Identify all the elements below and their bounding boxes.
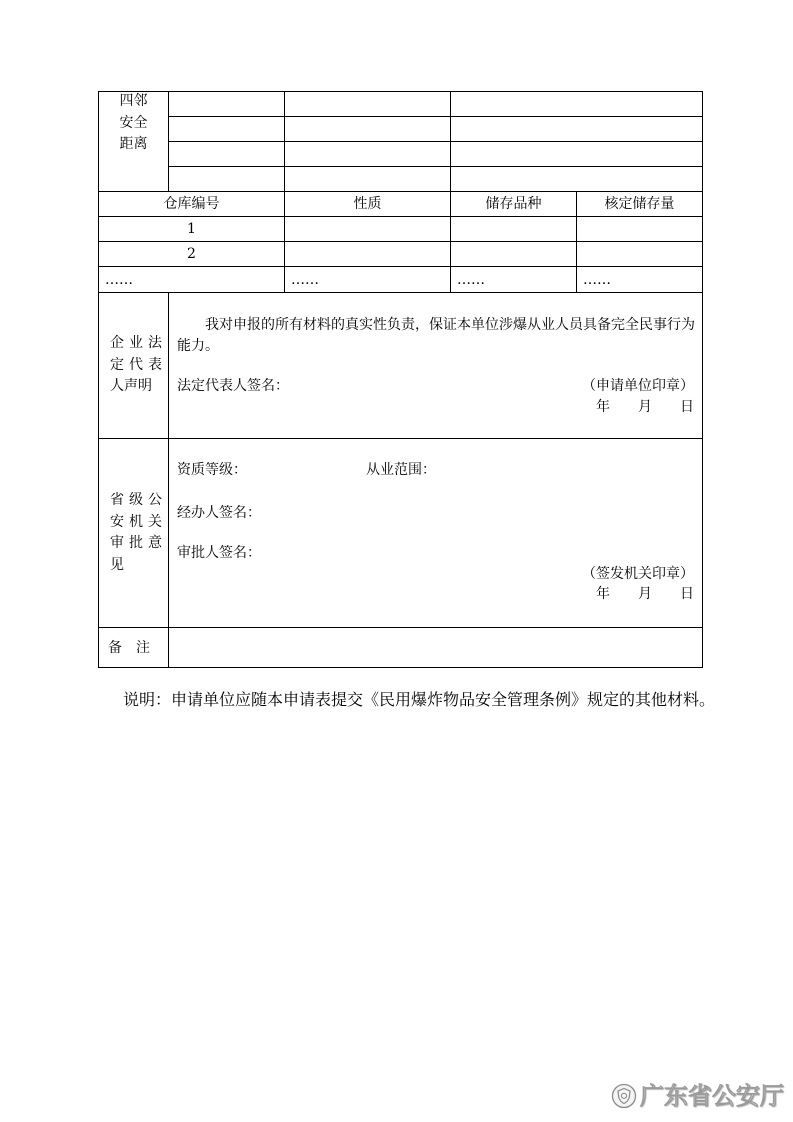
legal-representative-signature-label: 法定代表人签名： bbox=[177, 378, 289, 394]
watermark-text: 广东省公安厅 bbox=[640, 1082, 784, 1110]
neighbor-blank-cell bbox=[169, 92, 284, 116]
neighbor-blank-cell bbox=[451, 167, 702, 191]
neighbor-blank-cell bbox=[169, 142, 284, 166]
explanation-note: 说明：申请单位应随本申请表提交《民用爆炸物品安全管理条例》规定的其他材料。 bbox=[123, 690, 716, 709]
neighbor-blank-cell bbox=[285, 117, 450, 141]
nature-header: 性质 bbox=[285, 192, 450, 216]
label-line: 四邻 bbox=[119, 93, 148, 109]
approved-capacity-header: 核定储存量 bbox=[577, 192, 702, 216]
police-badge-icon bbox=[611, 1083, 637, 1109]
handler-signature-label: 经办人签名： bbox=[177, 504, 261, 521]
neighbor-blank-cell bbox=[451, 92, 702, 116]
neighbor-blank-cell bbox=[169, 117, 284, 141]
declaration-content bbox=[169, 293, 702, 438]
neighbor-blank-cell bbox=[285, 142, 450, 166]
nature-cell: …… bbox=[285, 267, 450, 292]
declaration-date-label: 年 月 日 bbox=[596, 398, 694, 415]
neighbor-blank-cell bbox=[285, 167, 450, 191]
storage-variety-header: 储存品种 bbox=[451, 192, 576, 216]
label-line: 见 bbox=[110, 556, 124, 573]
declaration-label bbox=[99, 293, 168, 438]
qualification-scope-row bbox=[177, 460, 701, 481]
approval-date-label: 年 月 日 bbox=[596, 586, 694, 602]
approved-capacity-cell: …… bbox=[577, 267, 702, 292]
remarks-content bbox=[169, 628, 702, 667]
watermark bbox=[611, 1081, 784, 1111]
storage-variety-cell bbox=[451, 242, 576, 266]
label-stack bbox=[110, 333, 162, 398]
approval-label bbox=[99, 439, 168, 627]
label-stack bbox=[110, 490, 162, 576]
storage-variety-cell: …… bbox=[451, 267, 576, 292]
remarks-label: 备 注 bbox=[99, 628, 168, 667]
neighbor-blank-cell bbox=[169, 167, 284, 191]
neighbor-blank-cell bbox=[285, 92, 450, 116]
label-line: 省 级 公 bbox=[110, 492, 162, 508]
warehouse-number-cell: 1 bbox=[99, 217, 284, 241]
approved-capacity-cell bbox=[577, 217, 702, 241]
warehouse-number-cell: 2 bbox=[99, 242, 284, 266]
business-scope-label: 从业范围： bbox=[366, 462, 436, 478]
approver-signature-label: 审批人签名： bbox=[177, 545, 261, 561]
neighbor-safety-distance-label bbox=[99, 92, 168, 191]
nature-cell bbox=[285, 242, 450, 266]
label-line: 审 批 意 bbox=[110, 535, 162, 551]
neighbor-blank-cell bbox=[451, 117, 702, 141]
applicant-seal-label: （申请单位印章） bbox=[582, 378, 694, 394]
label-stack bbox=[99, 92, 168, 156]
label-line: 安全 bbox=[119, 114, 148, 131]
warehouse-number-cell: …… bbox=[99, 267, 284, 292]
label-line: 人声明 bbox=[110, 378, 152, 395]
label-line: 企 业 法 bbox=[110, 335, 162, 352]
label-line: 安 机 关 bbox=[110, 513, 162, 530]
label-line: 距离 bbox=[119, 136, 148, 152]
nature-cell bbox=[285, 217, 450, 241]
storage-variety-cell bbox=[451, 217, 576, 241]
application-form-table bbox=[98, 91, 703, 668]
label-line: 定 代 表 bbox=[110, 356, 162, 373]
declaration-statement: 我对申报的所有材料的真实性负责，保证本单位涉爆从业人员具备完全民事行为能力。 bbox=[177, 317, 695, 354]
warehouse-number-header: 仓库编号 bbox=[99, 192, 284, 216]
approved-capacity-cell bbox=[577, 242, 702, 266]
approval-content bbox=[169, 439, 702, 627]
issuing-authority-seal-label: （签发机关印章） bbox=[582, 565, 694, 582]
signature-row bbox=[177, 376, 701, 397]
qualification-level-label: 资质等级： bbox=[177, 462, 247, 478]
neighbor-blank-cell bbox=[451, 142, 702, 166]
